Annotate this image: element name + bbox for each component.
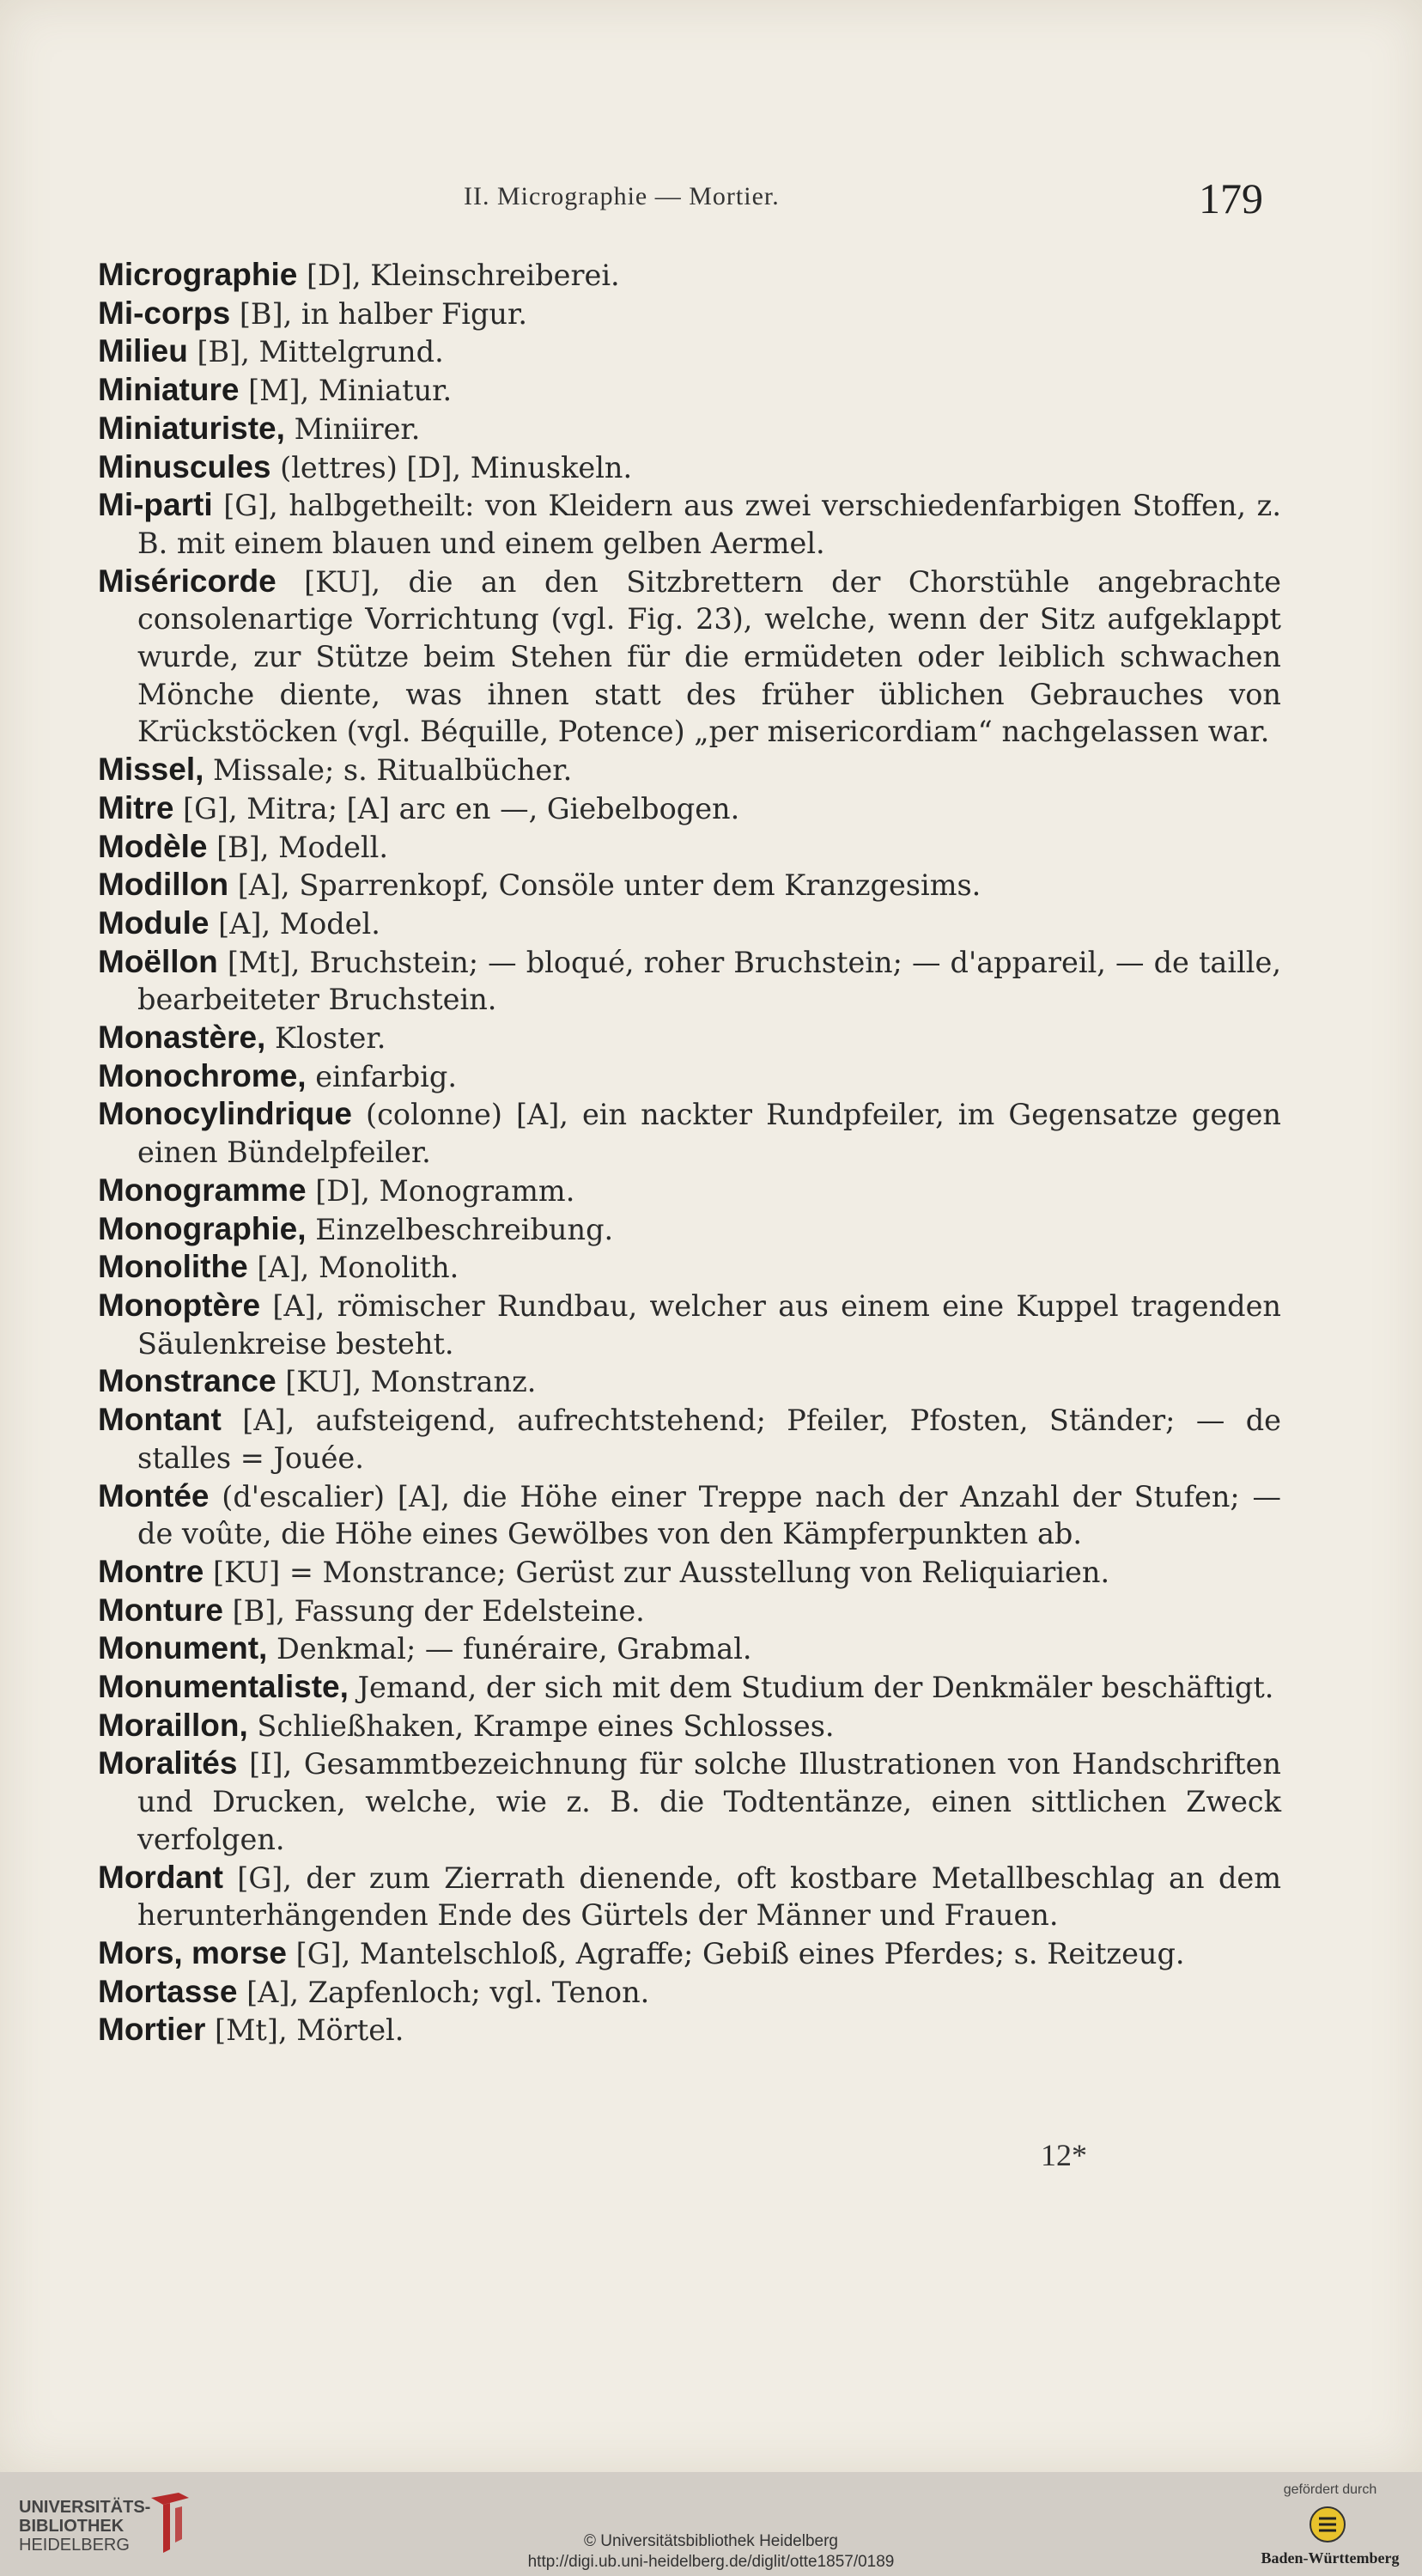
glossary-entry — [98, 295, 1281, 333]
glossary-entry — [98, 1553, 1281, 1592]
entry-definition: [A], römischer Rundbau, welcher aus einem eine Kuppel tragenden Säulenkreise besteht. — [137, 1288, 1281, 1361]
glossary-entry — [98, 1592, 1281, 1630]
entry-headword: Monochrome, — [98, 1057, 307, 1093]
glossary-entry — [98, 1019, 1281, 1057]
entry-headword: Mors, morse — [98, 1934, 288, 1970]
entry-definition: (colonne) [A], ein nackter Rundpfeiler, im Gegensatze gegen einen Bündelpfeiler. — [137, 1098, 1281, 1170]
entry-definition: [B], in halber Figur. — [230, 296, 527, 331]
header-title: II. Micrographie — Mortier. — [464, 182, 780, 210]
glossary-entry — [98, 1287, 1281, 1362]
entry-definition: [M], Miniatur. — [239, 374, 453, 408]
glossary-entry — [98, 751, 1281, 789]
entry-headword: Montant — [98, 1402, 222, 1438]
entry-headword: Monastère, — [98, 1020, 266, 1056]
page-number: 179 — [1199, 174, 1263, 222]
glossary-entry — [98, 1248, 1281, 1287]
glossary-entry — [98, 789, 1281, 828]
entry-definition: Jemand, der sich mit dem Studium der Denkmäler beschäftigt. — [348, 1671, 1274, 1705]
entry-headword: Monumentaliste, — [98, 1669, 349, 1705]
entry-definition: [G], halbgetheilt: von Kleidern aus zwei verschiedenfarbigen Stoffen, z. B. mit einem blauen und einem gelben Aermel. — [137, 489, 1281, 560]
glossary-entry — [98, 1859, 1281, 1934]
entry-headword: Micrographie — [98, 257, 298, 292]
entry-definition: [KU], Monstranz. — [276, 1365, 537, 1399]
glossary-entry — [98, 1934, 1281, 1973]
entry-headword: Module — [98, 904, 210, 941]
entry-definition: Miniirer. — [284, 411, 421, 446]
entry-headword: Modèle — [98, 828, 208, 864]
entry-definition: (d'escalier) [A], die Höhe einer Treppe nach der Anzahl der Stufen; — de voûte, die Höhe eines Gewölbes von den Kämpferpunkten ab. — [137, 1479, 1281, 1551]
glossary-entry — [98, 486, 1281, 562]
entry-headword: Montée — [98, 1477, 210, 1513]
entry-headword: Miniature — [98, 372, 240, 408]
entry-definition: [KU], die an den Sitzbrettern der Chorstühle angebrachte consolenartige Vorrichtung (vgl. Fig. 23), welche, wenn der Sitz aufgeklappt wurde, zur Stütze beim Stehen für die ermüdeten oder leiblich schwachen Mönche diente, was ihnen statt des früher üblichen Gebrauches von Krückstöcken (vgl. Béquille, Potence) „per misericordiam“ nachgelassen war. — [137, 564, 1281, 749]
glossary-entry — [98, 866, 1281, 904]
entry-headword: Mordant — [98, 1859, 223, 1895]
glossary-entry — [98, 256, 1281, 295]
entry-headword: Mortier — [98, 2012, 206, 2048]
entry-headword: Missel, — [98, 752, 204, 788]
entry-definition: [A], aufsteigend, aufrechtstehend; Pfeiler, Pfosten, Ständer; — de stalles = Jouée. — [137, 1404, 1281, 1475]
glossary-entry — [98, 1401, 1281, 1477]
glossary-entries — [98, 256, 1281, 2049]
library-name-line1: UNIVERSITÄTS- — [19, 2498, 151, 2517]
permalink-url[interactable]: http://digi.ub.uni-heidelberg.de/diglit/otte1857/0189 — [527, 2553, 895, 2571]
entry-definition: [A], Sparrenkopf, Consöle unter dem Kranzgesims. — [228, 868, 981, 903]
entry-headword: Moëllon — [98, 943, 218, 979]
entry-definition: [Mt], Mörtel. — [205, 2013, 404, 2048]
glossary-entry — [98, 332, 1281, 371]
glossary-entry — [98, 1210, 1281, 1249]
entry-definition: (lettres) [D], Minuskeln. — [270, 450, 633, 484]
glossary-entry — [98, 1629, 1281, 1668]
entry-definition: Einzelbeschreibung. — [306, 1212, 614, 1246]
library-name-line3: HEIDELBERG — [19, 2536, 130, 2555]
entry-definition: einfarbig. — [306, 1059, 457, 1093]
footer-bar — [0, 2472, 1422, 2576]
entry-headword: Monstrance — [98, 1363, 276, 1399]
entry-definition: [A], Monolith. — [247, 1251, 459, 1285]
entry-headword: Montre — [98, 1553, 204, 1589]
glossary-entry — [98, 1707, 1281, 1745]
entry-headword: Monographie, — [98, 1210, 307, 1246]
funded-by-label: gefördert durch — [1283, 2482, 1377, 2497]
glossary-entry — [98, 1057, 1281, 1096]
state-name: Baden-Württemberg — [1261, 2549, 1400, 2567]
copyright-notice: © Universitätsbibliothek Heidelberg — [584, 2532, 838, 2550]
glossary-entry — [98, 828, 1281, 867]
entry-headword: Mortasse — [98, 1973, 238, 2009]
glossary-entry — [98, 1745, 1281, 1858]
glossary-entry — [98, 371, 1281, 410]
entry-headword: Minuscules — [98, 448, 271, 484]
glossary-entry — [98, 1477, 1281, 1553]
glossary-entry — [98, 1172, 1281, 1210]
entry-headword: Miniaturiste, — [98, 410, 285, 446]
entry-definition: [B], Modell. — [207, 830, 388, 864]
running-header — [0, 168, 1422, 228]
entry-headword: Moralités — [98, 1745, 238, 1781]
entry-definition: [B], Fassung der Edelsteine. — [222, 1593, 645, 1628]
glossary-entry — [98, 2011, 1281, 2049]
state-crest-icon — [1302, 2505, 1353, 2544]
entry-definition: [KU] = Monstrance; Gerüst zur Ausstellung von Reliquiarien. — [204, 1555, 1110, 1589]
entry-definition: [I], Gesammtbezeichnung für solche Illustrationen von Handschriften und Drucken, welche, wie z. B. die Todtentänze, einen sittlichen Zweck verfolgen. — [137, 1747, 1281, 1856]
entry-definition: [D], Monogramm. — [306, 1173, 575, 1208]
entry-definition: [G], der zum Zierrath dienende, oft kostbare Metallbeschlag an dem herunterhängenden Ende des Gürtels der Männer und Frauen. — [137, 1860, 1281, 1933]
entry-definition: Denkmal; — funéraire, Grabmal. — [267, 1632, 752, 1666]
entry-headword: Monture — [98, 1592, 223, 1628]
entry-definition: Kloster. — [265, 1021, 386, 1056]
entry-headword: Monument, — [98, 1630, 268, 1666]
entry-definition: [A], Model. — [209, 906, 380, 941]
entry-headword: Mitre — [98, 789, 174, 825]
glossary-entry — [98, 1095, 1281, 1171]
entry-headword: Monocylindrique — [98, 1096, 352, 1132]
glossary-entry — [98, 943, 1281, 1019]
entry-definition: [A], Zapfenloch; vgl. Tenon. — [237, 1975, 650, 2009]
entry-definition: [B], Mittelgrund. — [187, 335, 444, 369]
glossary-entry — [98, 1668, 1281, 1707]
entry-headword: Modillon — [98, 867, 229, 903]
glossary-entry — [98, 410, 1281, 448]
glossary-entry — [98, 563, 1281, 752]
library-name-line2: BIBLIOTHEK — [19, 2517, 125, 2536]
entry-definition: Schließhaken, Krampe eines Schlosses. — [247, 1708, 835, 1743]
entry-headword: Monoptère — [98, 1287, 261, 1323]
entry-headword: Milieu — [98, 333, 188, 369]
glossary-entry — [98, 1973, 1281, 2012]
entry-definition: [D], Kleinschreiberei. — [297, 259, 620, 292]
entry-headword: Mi-corps — [98, 295, 231, 331]
entry-headword: Mi-parti — [98, 487, 213, 523]
entry-headword: Moraillon, — [98, 1707, 248, 1743]
entry-headword: Monogramme — [98, 1172, 307, 1208]
entry-headword: Miséricorde — [98, 563, 276, 599]
entry-definition: [Mt], Bruchstein; — bloqué, roher Bruchstein; — d'appareil, — de taille, bearbeiteter Bruchstein. — [137, 945, 1281, 1017]
entry-headword: Monolithe — [98, 1249, 248, 1285]
glossary-entry — [98, 904, 1281, 943]
entry-definition: [G], Mantelschloß, Agraffe; Gebiß eines Pferdes; s. Reitzeug. — [287, 1936, 1185, 1970]
glossary-entry — [98, 448, 1281, 487]
printer-signature: 12* — [1041, 2138, 1087, 2172]
glossary-entry — [98, 1362, 1281, 1401]
entry-definition: [G], Mitra; [A] arc en —, Giebelbogen. — [173, 791, 740, 825]
entry-definition: Missale; s. Ritualbücher. — [204, 753, 573, 788]
